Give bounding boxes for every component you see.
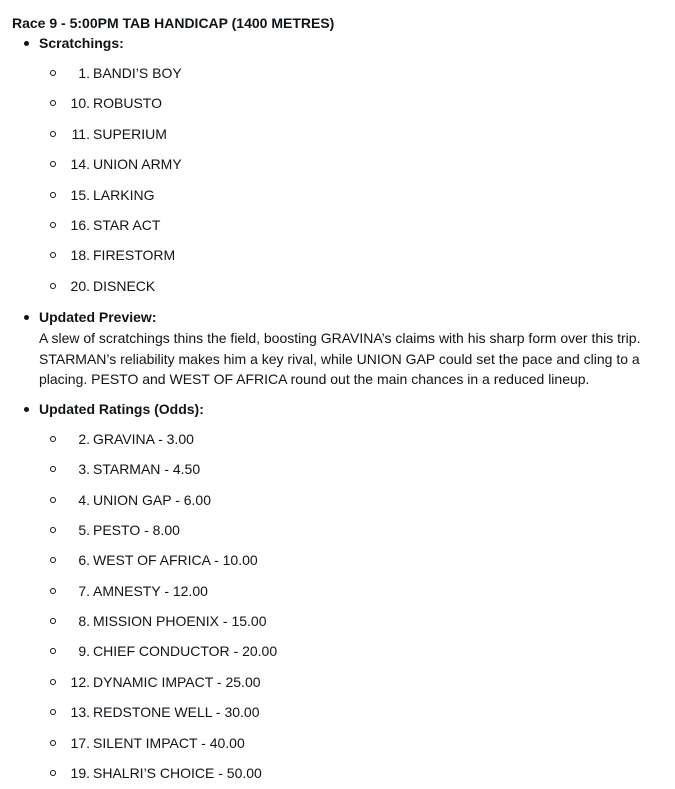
list-item: SUPERIUM [93, 125, 167, 142]
bullet-disc [24, 407, 29, 412]
bullet-circle [50, 100, 56, 106]
bullet-circle [50, 70, 56, 76]
bullet-circle [50, 588, 56, 594]
bullet-disc [24, 315, 29, 320]
bullet-circle [50, 222, 56, 228]
list-item-number: 9. [78, 643, 90, 660]
list-item-number: 13. [70, 704, 90, 721]
list-item-number: 17. [70, 734, 90, 751]
list-item-number: 15. [70, 186, 90, 203]
list-item: ROBUSTO [93, 95, 162, 112]
list-item-number: 19. [70, 764, 90, 781]
race-title: Race 9 - 5:00PM TAB HANDICAP (1400 METRES) [12, 15, 335, 31]
bullet-circle [50, 161, 56, 167]
bullet-circle [50, 192, 56, 198]
list-item: UNION ARMY [93, 156, 182, 173]
list-item-number: 1. [78, 65, 90, 81]
scratchings-heading: Scratchings: [39, 35, 124, 51]
list-item-number: 16. [70, 217, 90, 233]
list-item: WEST OF AFRICA - 10.00 [93, 552, 258, 569]
list-item: STAR ACT [93, 217, 161, 233]
list-item-number: 8. [78, 613, 90, 630]
list-item-number: 4. [78, 491, 90, 508]
list-item: LARKING [93, 186, 155, 203]
bullet-circle [50, 252, 56, 258]
bullet-circle [50, 618, 56, 624]
list-item-number: 3. [78, 461, 90, 478]
list-item: FIRESTORM [93, 247, 176, 264]
list-item: MISSION PHOENIX - 15.00 [93, 613, 267, 630]
list-item: GRAVINA - 3.00 [93, 431, 194, 447]
list-item: UNION GAP - 6.00 [93, 491, 212, 508]
list-item-number: 12. [70, 673, 90, 690]
bullet-circle [50, 436, 56, 442]
list-item: REDSTONE WELL - 30.00 [93, 704, 260, 721]
list-item-number: 11. [71, 125, 90, 142]
bullet-circle [50, 770, 56, 776]
list-item-number: 5. [78, 522, 90, 539]
list-item-number: 10. [70, 95, 90, 112]
list-item: CHIEF CONDUCTOR - 20.00 [93, 643, 278, 660]
list-item-number: 2. [78, 431, 90, 447]
bullet-circle [50, 709, 56, 715]
bullet-circle [50, 557, 56, 563]
preview-heading: Updated Preview: [39, 309, 157, 325]
list-item-number: 20. [70, 277, 90, 294]
bullet-circle [50, 131, 56, 137]
bullet-disc [24, 41, 29, 46]
bullet-circle [50, 466, 56, 472]
preview-text: A slew of scratchings thins the field, boosting GRAVINA’s claims with his sharp form over this trip. STARMAN’s reliability makes him a key rival, while UNION GAP could set the pace and cling to a placing. PESTO and WEST OF AFRICA round out the main chances in a reduced lineup. [39, 330, 641, 387]
list-item-number: 14. [70, 156, 90, 173]
ratings-heading: Updated Ratings (Odds): [39, 401, 204, 417]
bullet-circle [50, 648, 56, 654]
list-item: SHALRI’S CHOICE - 50.00 [93, 764, 262, 781]
list-item-number: 7. [78, 582, 90, 599]
bullet-circle [50, 283, 56, 289]
list-item: STARMAN - 4.50 [93, 461, 201, 478]
list-item-number: 18. [70, 247, 90, 264]
bullet-circle [50, 740, 56, 746]
list-item: AMNESTY - 12.00 [93, 582, 208, 599]
bullet-circle [50, 527, 56, 533]
list-item: PESTO - 8.00 [93, 522, 180, 539]
bullet-circle [50, 497, 56, 503]
bullet-circle [50, 679, 56, 685]
list-item-number: 6. [78, 552, 90, 569]
list-item: SILENT IMPACT - 40.00 [93, 734, 245, 751]
list-item: DISNECK [93, 277, 156, 294]
list-item: BANDI’S BOY [93, 65, 182, 81]
list-item: DYNAMIC IMPACT - 25.00 [93, 673, 261, 690]
